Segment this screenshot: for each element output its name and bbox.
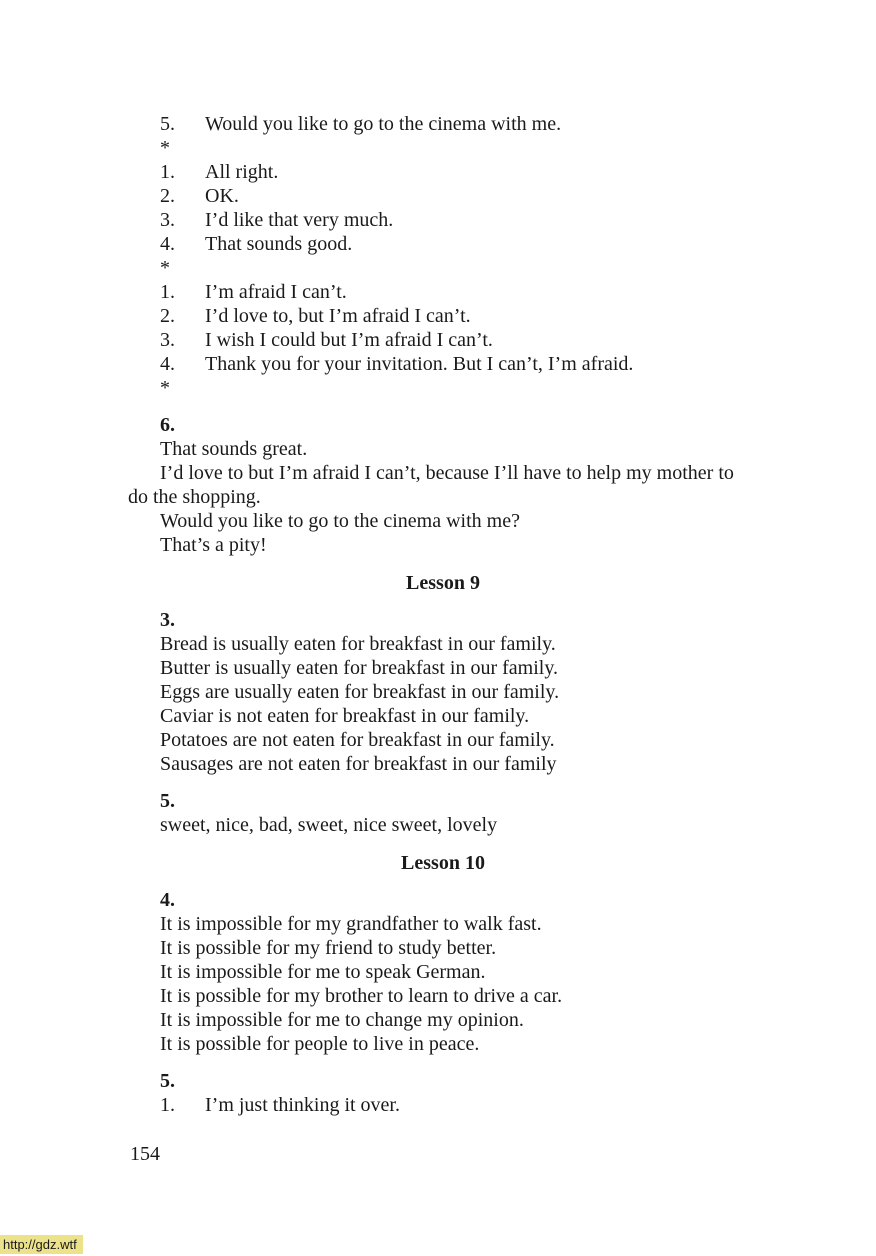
item-number: 2. bbox=[160, 185, 175, 207]
list-item bbox=[128, 304, 758, 328]
item-number: 4. bbox=[160, 233, 175, 255]
item-text: I wish I could but I’m afraid I can’t. bbox=[205, 329, 493, 351]
paragraph: It is impossible for me to speak German. bbox=[160, 961, 486, 983]
paragraph: That sounds great. bbox=[160, 438, 308, 460]
list-item bbox=[128, 1093, 758, 1117]
item-text: I’d love to, but I’m afraid I can’t. bbox=[205, 305, 471, 327]
item-text: I’m afraid I can’t. bbox=[205, 281, 347, 303]
list-item bbox=[128, 328, 758, 352]
item-text: OK. bbox=[205, 185, 239, 207]
paragraph: It is impossible for me to change my opinion. bbox=[160, 1009, 524, 1031]
paragraph: Bread is usually eaten for breakfast in our family. bbox=[160, 633, 556, 655]
exercise-number: 3. bbox=[160, 609, 175, 631]
item-number: 1. bbox=[160, 281, 175, 303]
list-item bbox=[128, 160, 758, 184]
exercise-number: 5. bbox=[160, 790, 175, 812]
item-text: Would you like to go to the cinema with me. bbox=[205, 113, 562, 135]
paragraph: Caviar is not eaten for breakfast in our family. bbox=[160, 705, 530, 727]
list-item bbox=[128, 112, 758, 136]
star-separator: * bbox=[160, 137, 170, 159]
paragraph: Eggs are usually eaten for breakfast in our family. bbox=[160, 681, 560, 703]
star-separator: * bbox=[160, 257, 170, 279]
paragraph: That’s a pity! bbox=[160, 534, 267, 556]
paragraph: Sausages are not eaten for breakfast in our family bbox=[160, 753, 557, 775]
exercise-number: 5. bbox=[160, 1070, 175, 1092]
item-number: 3. bbox=[160, 329, 175, 351]
page-content bbox=[128, 112, 758, 1117]
item-text: Thank you for your invitation. But I can’t, I’m afraid. bbox=[205, 353, 634, 375]
paragraph: Butter is usually eaten for breakfast in our family. bbox=[160, 657, 559, 679]
star-separator: * bbox=[160, 377, 170, 399]
item-text: I’d like that very much. bbox=[205, 209, 394, 231]
item-number: 1. bbox=[160, 1094, 175, 1116]
list-item bbox=[128, 184, 758, 208]
item-number: 1. bbox=[160, 161, 175, 183]
exercise-number: 4. bbox=[160, 889, 175, 911]
paragraph: Potatoes are not eaten for breakfast in our family. bbox=[160, 729, 555, 751]
exercise-number: 6. bbox=[160, 414, 175, 436]
item-number: 5. bbox=[160, 113, 175, 135]
page-number: 154 bbox=[130, 1143, 160, 1165]
item-number: 4. bbox=[160, 353, 175, 375]
item-number: 3. bbox=[160, 209, 175, 231]
paragraph: It is possible for people to live in peace. bbox=[160, 1033, 480, 1055]
item-text: I’m just thinking it over. bbox=[205, 1094, 400, 1116]
item-number: 2. bbox=[160, 305, 175, 327]
item-text: That sounds good. bbox=[205, 233, 353, 255]
paragraph: sweet, nice, bad, sweet, nice sweet, lovely bbox=[160, 814, 498, 836]
list-item bbox=[128, 232, 758, 256]
lesson-heading: Lesson 10 bbox=[401, 852, 485, 874]
list-item bbox=[128, 280, 758, 304]
paragraph: It is possible for my brother to learn to drive a car. bbox=[160, 985, 563, 1007]
item-text: All right. bbox=[205, 161, 279, 183]
list-item bbox=[128, 352, 758, 376]
list-item bbox=[128, 208, 758, 232]
paragraph: I’d love to but I’m afraid I can’t, because I’ll have to help my mother to do the shopping. bbox=[128, 462, 734, 508]
watermark-badge: http://gdz.wtf bbox=[0, 1235, 83, 1254]
paragraph: It is possible for my friend to study better. bbox=[160, 937, 497, 959]
paragraph: Would you like to go to the cinema with me? bbox=[160, 510, 520, 532]
lesson-heading: Lesson 9 bbox=[406, 572, 480, 594]
paragraph: It is impossible for my grandfather to walk fast. bbox=[160, 913, 542, 935]
